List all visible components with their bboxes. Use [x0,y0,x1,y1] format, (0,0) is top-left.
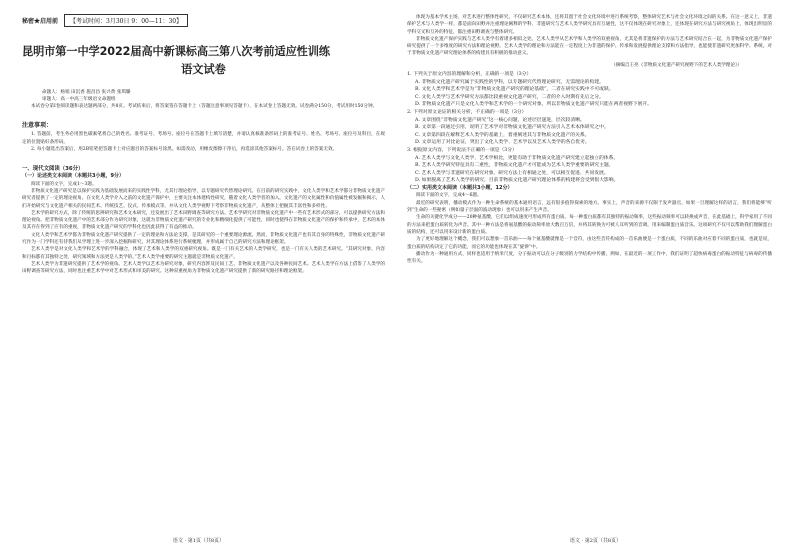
exam-description: 本试卷分第Ⅰ卷阅读题和表达题两部分，共8页。考试结束后，将答案签在答题卡上（答题注意事项见答题卡），在本试卷上答题无效。试卷满分150分，考试用时150分钟。 [31,104,378,109]
answer-option: A. 非物质文化遗产研究属于实践性的学科，以专题研究代替理论研究，无需理论的构建。 [415,79,604,85]
author-line: 命题人：杨娟 田沉香 施昌昌 张兴黄 张琪璐 [42,90,131,95]
page-footer: 语文 · 第2页（共8页） [569,538,622,544]
passage-paragraph: 最近的研究表明，播动模式作为一种生命系统的基本通用语言，远有很多值得探索的地方。事实上，声音的来源不仅限于发声器官，如果一旦理解这样的语言，我们将能够“听到”生命的一些秘密（例如量子层面的波动现象）也可以用来产生声音。 [407,200,772,214]
notice-heading: 注意事项： [22,122,53,130]
page-footer: 语文 · 第1页（共8页） [172,538,225,544]
answer-option: A. 艺术人类学与文化人类学、艺术学相比，更能有助于非物质文化遗产研究建立起独立的体系。 [415,155,619,161]
passage-paragraph: 文化人类学和艺术学都为非物质文化遗产研究提供了一定的理论和方法论支撑，是其研究的一个重要理论源流。然而，非物质文化遗产也有其自身的特殊性，非物质文化遗产研究作为一门学科还有待我们从学理上进一步深入挖掘和研究，对其理论体系进行系统梳理，并形成属于自己的研究方法和理论框架。 [22,232,385,246]
exam-time-box: 【考试时间：3月30日 9：00—11：30】 [64,14,188,27]
answer-option: C. 艺术人类学与非遗研究在研究对象、研究方法上有相通之处，可以相互促进、共同发展。 [415,170,609,176]
answer-option: C. 文化人类学与艺术学研究方法都比较重视文化遗产研究，二者的介入时期有先后之分。 [415,94,604,100]
answer-option: A. 文章围绕“非物质文化遗产研究”这一核心问题，论述层层递进，层次较清晰。 [415,117,585,123]
page-2 [397,0,794,550]
passage-paragraph: 艺术学的研究方式，除了传统的思辨研究和艺术文本研究，还发展出了艺术田野调查等研究方法。艺术学研究对非物质文化遗产中一些有艺术形式的部分，可以提供研究方法和理论视角。把非物质文化遗产中的艺术部分作为研究对象，这就为非物质文化遗产研究的专业化和精细化提供了可能性，同时也使得在非物质文化遗产的保护和传承中，艺术的本体及其存在得到了应有的重视，非物质文化遗产研究的学科化也因此获得了有益的推动。 [22,210,385,231]
answer-option: B. 文章第一段通过引用，说明了艺术学对非物质文化遗产研究方法引入艺术本体研究之中。 [415,125,609,131]
exam-title: 昆明市第一中学2022届高中新课标高三第八次考前适应性训练 [22,45,330,58]
answer-option: C. 文章第四段在解释艺术人类学的基础上，着重阐述其与非物质文化遗产的关系。 [415,132,590,138]
passage-paragraph: 播动作为一种通用方式，同样也适用于纳米尺度，分子振动可以在分子级别的力学结构中传播，例如，在最近的一项工作中，我们证明了超快病毒蛋白的振动特征与病毒的传播性有关。 [407,251,772,265]
answer-option: D. 非物质文化遗产只是文化人类学和艺术学的一个研究对象，所以非物质文化遗产研究只能在两者视野下展开。 [415,102,652,108]
answer-option: D. 文章运用了对比论证，突出了文化人类学、艺术学以及艺术人类学的各自优劣。 [415,140,590,146]
reading-instruction: 阅读下面的文字，完成1～3题。 [31,181,97,187]
passage-paragraph: 体现为基本学术主场，对艺术进行整体性研究，不仅研究艺术本体，还将其置于社会文化环境中进行系统考察，整体研究艺术与社会文化环境之间的关系。在这一意义上，非遗保护艺术与人类学一样，都是面向田野并注重理论阐释的学科，非遗研究与艺术人类学研究具有互通性，这不仅体现在研究对象上，还体现在研究方法与研究视角上，体现出明显的学科交叉和互补的特征，都注重田野调查与整体研究。 [407,15,772,35]
question-stem: 2. 下列对原文论证的相关分析，不正确的一项是（3分） [407,110,527,116]
exam-subtitle: 语文试卷 [181,63,226,76]
passage-paragraph: 非物质文化遗产保护实践与艺术人类学有着诸多相似之处。艺术人类学从艺术学和人类学的双重视角，尤其是将非遗保护的方法与艺术研究结合在一起，为非物质文化遗产保护研究提供了一个多维度的研究方法和理论视野。艺术人类学的理论和方法能在一定程度上为非遗的保护、传承和发展提供理论支撑和方法指导，也能使非遗研究更加科学、系统。对于非物质文化遗产研究理论体系的构建具有积极的推动意义。 [407,36,772,57]
passage-paragraph: 非物质文化遗产研究是以保护实践为基础发展而来的实践性学科，尤其行理论指导，以专题研究代替理论研究。在目前的研究实践中，文化人类学和艺术学都分非物质文化遗产研究者提供了一定的理论视角。在文化人类学介入之前的文化遗产保护中，主要关注本体建构性研究，随着文化人类学者的加入，文化遗产的文化属性和价值属性被发掘和揭示，人们开始研究与文化遗产相关的民间艺术、传统技艺、仪式、传承模式等，并从文化人类学视野下考察非物质文化遗产，从整体上把握其丰富性和多样性。 [22,188,385,209]
passage-paragraph: 艺术人类学为非遗研究提供了艺术学的视角。艺术人类学以艺术为研究对象，研究内容涉及民间工艺、非物质文化遗产以及各种民间艺术。艺术人类学在方法上借鉴了人类学的田野调查等研究方法，同时也注重艺术学中对艺术形式和审美的研究。这种双重视角为非物质文化遗产研究提供了新的研究路径和理论框架。 [22,261,385,275]
notice-item: 1. 答题前，考生务必用黑色碳素笔将自己的姓名、准考证号、考场号、座位号在答题卡上填写清楚，并请认真核准条形码上的准考证号、姓名、考场号、座位号及科目，在规定的位置贴好条形码。 [22,132,385,145]
reviewer-line: 审题人：高一中高三年级语文命题组 [42,97,116,102]
passage-paragraph: 为了更好地理解这个概念，我们可以想象一首乐曲——每个氨基酸就像是一个音符，由这些音符构成的一首乐曲便是一个蛋白质，不同的乐曲对应着不同的蛋白质，也就是说，蛋白质的结构决定了它的功能，而它的功能也体现在其“旋律”中。 [407,237,772,250]
subsection-heading: （一）论述类文本阅读（本题共3小题，9分） [22,173,124,180]
question-stem: 1. 下列关于原文内容的理解和分析，正确的一项是（3分） [407,72,532,78]
source-citation: （摘编自王亮《非物质文化遗产研究视野下的艺术人类学理论》） [611,62,742,68]
question-stem: 3. 根据原文内容，下列说法不正确的一项是（3分） [407,148,517,154]
exam-header [22,14,385,27]
reading-instruction: 阅读下面的文字，完成4～6题。 [416,193,482,199]
secret-label: 秘密★启用前 [22,18,59,25]
answer-option: B. 文化人类学和艺术学是为“非物质文化遗产研究的理论基础”，二者在研究实践中不可或缺。 [415,87,614,93]
passage-paragraph: 艺术人类学是对文化人类学和艺术学的学科融合，体现了艺术和人类学的双重研究视角。既是一门有关艺术的人类学研究，也是一门有关人类的艺术研究。“其研究对象、内容和目标都有其独特之处，研究领域和方法更是人类学的。”艺术人类学重要的研究主题就是非物质文化遗产。 [22,247,385,260]
answer-option: B. 艺术人类学研究特征具有二重性，非物质文化遗产才可能成为艺术人类学重要的研究主题。 [415,163,614,169]
passage-paragraph: 生命的关键化学成分——20种氨基酸，它们以组成速度可形成所有蛋白质。每一种蛋白质都有其独特的振动频率，这些振动频率可以转换成声音，在此基础上，科学家用了不同的方法来把蛋白质转化为声音。其中一种方法是将氨基酸的振动频率放大数百万倍，并将其转换为可被人耳听到的音调，用来编制蛋白质音乐。这项研究不仅可以帮助我们理解蛋白质的结构，还可以用来设计新的蛋白质。 [407,215,772,235]
subsection-heading: （二）实用类文本阅读（本题共3小题，12分） [407,184,513,191]
section-heading: 一、现代文阅读（36分） [22,166,84,173]
notice-item: 2. 每小题选出答案后，用2B铅笔把答题卡上对应题目的答案标号涂黑。如需改动，用橡皮擦擦干净后，再选涂其他答案标号。答在试卷上的答案无效。 [31,146,338,152]
answer-option: D. 如果脱离了艺术人类学的研究，目前非物质文化遗产研究理论体系的构建将会受到很大影响。 [415,178,619,184]
